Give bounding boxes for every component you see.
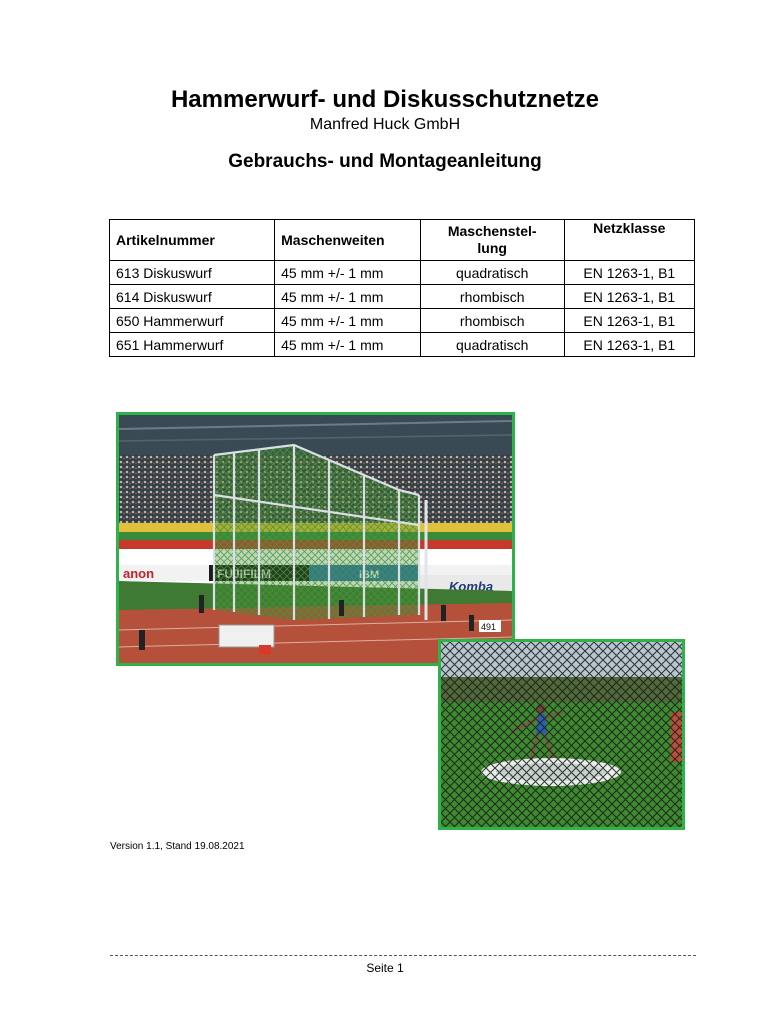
cell-mesh-position: rhombisch [420,285,564,309]
table-header-row [110,220,695,261]
header-mesh-position-line1: Maschenstel- [447,223,537,239]
cell-article: 650 Hammerwurf [110,309,275,333]
cell-net-class: EN 1263-1, B1 [564,285,694,309]
document-title: Hammerwurf- und Diskusschutznetze [170,86,600,113]
hammer-throw-cage-photo [116,412,515,666]
cell-net-class: EN 1263-1, B1 [564,309,694,333]
table-row [110,333,695,357]
table-row [110,285,695,309]
header-mesh-position [420,220,564,261]
footer-divider [110,955,696,956]
cell-article: 614 Diskuswurf [110,285,275,309]
stadium-illustration [119,415,512,663]
header-mesh-position-line2: lung [477,240,507,256]
page-number: Seite 1 [366,961,404,975]
cell-mesh-width: 45 mm +/- 1 mm [275,333,421,357]
cell-mesh-position: rhombisch [420,309,564,333]
table-row [110,261,695,285]
header-net-class: Netzklasse [564,220,694,261]
cell-mesh-position: quadratisch [420,261,564,285]
bib-number: 491 [481,622,497,632]
cell-net-class: EN 1263-1, B1 [564,261,694,285]
cell-mesh-position: quadratisch [420,333,564,357]
discus-thrower-photo [438,639,685,830]
cell-article: 651 Hammerwurf [110,333,275,357]
table-row [110,309,695,333]
ad-sign-left: anon [123,566,155,581]
cell-mesh-width: 45 mm +/- 1 mm [275,309,421,333]
company-name: Manfred Huck GmbH [309,116,461,133]
cell-article: 613 Diskuswurf [110,261,275,285]
version-note: Version 1.1, Stand 19.08.2021 [110,841,245,852]
header-article-number: Artikelnummer [110,220,275,261]
cell-mesh-width: 45 mm +/- 1 mm [275,261,421,285]
discus-illustration [441,642,682,827]
cell-mesh-width: 45 mm +/- 1 mm [275,285,421,309]
document-subtitle: Gebrauchs- und Montageanleitung [228,151,542,172]
header-mesh-width: Maschenweiten [275,220,421,261]
cell-net-class: EN 1263-1, B1 [564,333,694,357]
ad-sign-komba: Komba [449,579,494,594]
product-spec-table [109,219,695,357]
